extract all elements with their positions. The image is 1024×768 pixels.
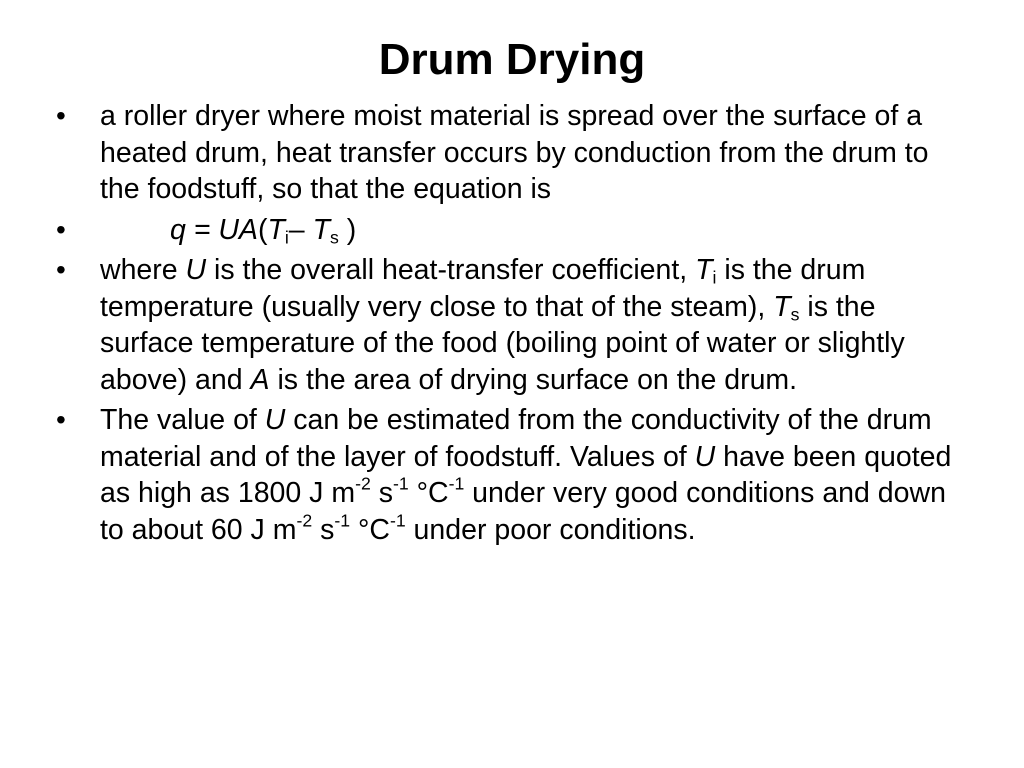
text-run: is the surface temperature of the food (boiling point of water or slightly above) and (100, 290, 905, 396)
text-run: have been quoted as high as 1800 J m (100, 440, 952, 509)
text-run: °C (350, 513, 390, 546)
equation-t-drum: T (267, 213, 285, 246)
text-run: s (312, 513, 335, 546)
text-run: under very good conditions and down to about 60 J m (100, 477, 946, 546)
text-run: can be estimated from the conductivity of the drum material and of the layer of foodstuff. Values of (100, 404, 932, 473)
bullet-text (100, 404, 951, 546)
text-run: where (100, 254, 186, 286)
superscript: -1 (392, 473, 409, 494)
superscript: -1 (448, 473, 465, 494)
bullet-dot-icon: • (56, 404, 66, 435)
equation-ua: UA (218, 213, 258, 246)
text-run: is the overall heat-transfer coefficient, (206, 254, 696, 286)
superscript: -1 (389, 510, 406, 531)
equation (170, 214, 356, 246)
bullet-text (100, 254, 905, 396)
symbol-u: U (694, 440, 716, 473)
bullet-list (56, 98, 976, 552)
equation-paren-open: ( (257, 213, 268, 246)
bullet-dot-icon: • (56, 213, 66, 245)
bullet-text: a roller dryer where moist material is spread over the surface of a heated drum, heat transfer occurs by conduction from the drum to the foodstuff, so that the equation is (100, 100, 929, 205)
subscript-s: s (790, 303, 800, 324)
text-run: s (370, 477, 393, 509)
equation-paren-close: ) (338, 213, 357, 246)
equation-t-surface: T (312, 213, 330, 246)
superscript: -1 (334, 510, 351, 531)
symbol-u: U (264, 404, 286, 436)
bullet-equation (56, 212, 976, 249)
symbol-u: U (185, 254, 207, 286)
superscript: -2 (355, 473, 371, 494)
bullet-u-values (56, 402, 976, 548)
text-run: is the area of drying surface on the drum. (269, 363, 798, 396)
text-run: is the drum temperature (usually very close to that of the steam), (100, 254, 866, 323)
symbol-t: T (773, 290, 791, 323)
text-run: °C (408, 477, 449, 509)
equation-sub-s: s (330, 226, 339, 247)
superscript: -2 (296, 510, 313, 531)
slide-title: Drum Drying (378, 35, 646, 84)
bullet-dot-icon: • (56, 100, 66, 131)
equation-minus: – (288, 213, 313, 246)
equation-q: q (170, 213, 186, 246)
equation-sub-i: i (284, 226, 289, 247)
bullet-variables (56, 252, 976, 398)
text-run: The value of (100, 404, 265, 436)
symbol-t: T (695, 254, 713, 286)
text-run: under poor conditions. (405, 513, 696, 546)
bullet-dot-icon: • (56, 254, 66, 285)
bullet-definition (56, 98, 976, 208)
symbol-a: A (250, 363, 270, 396)
equation-equals: = (185, 213, 219, 246)
subscript-i: i (712, 267, 717, 288)
